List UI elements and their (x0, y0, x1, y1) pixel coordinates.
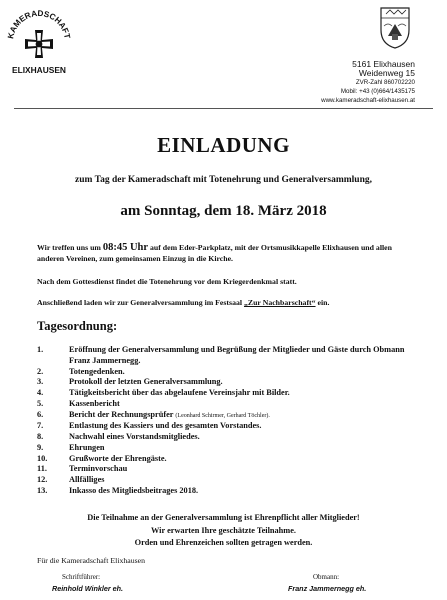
agenda-number: 10. (37, 453, 48, 463)
agenda-item (37, 454, 422, 465)
agenda-number: 7. (37, 421, 44, 431)
assembly-paragraph (37, 297, 417, 308)
agenda-number: 13. (37, 485, 48, 495)
subtitle: zum Tag der Kameradschaft mit Totenehrung und Generalversammlung, (75, 175, 372, 185)
agenda-heading: Tagesordnung: (37, 319, 118, 333)
secretary-name: Reinhold Winkler eh. (52, 584, 124, 593)
meeting-text-end: auf dem Eder-Parkplatz, mit der Ortsmusikkapelle Elixhausen und allen anderen Vereinen, zum gemeinsamen Einzug in die Kirche. (37, 243, 392, 263)
agenda-text: Terminvorschau (69, 464, 128, 474)
closing-block (0, 512, 447, 550)
agenda-item (37, 432, 422, 443)
agenda-item (37, 464, 422, 475)
assembly-text-end: ein. (315, 298, 330, 307)
agenda-text: Ehrungen (69, 442, 105, 452)
agenda-number: 4. (37, 388, 44, 397)
website: www.kameradschaft-elixhausen.at (321, 97, 415, 104)
assembly-text-start: Anschließend laden wir zur Generalversammlung im Festsaal (37, 298, 244, 307)
venue-name: „Zur Nachbarschaft“ (243, 298, 316, 307)
closing-line-1: Die Teilnahme an der Generalversammlung ist Ehrenpflicht aller Mitglieder! (87, 513, 360, 522)
agenda-number: 8. (37, 432, 44, 441)
agenda-subtext: (Leonhard Schirmer, Gerhard Töchler). (175, 412, 270, 419)
agenda-text: Grußworte der Ehrengäste. (69, 453, 167, 463)
meeting-paragraph (37, 242, 417, 264)
coat-of-arms-icon (378, 6, 412, 50)
agenda-number: 1. (37, 345, 44, 354)
agenda-item (37, 388, 422, 399)
agenda-item (37, 367, 422, 378)
chairman-name: Franz Jammernegg eh. (288, 584, 367, 593)
mobile-number: Mobil: +43 (0)664/1435175 (340, 88, 415, 95)
logo-arc-text: KAMERADSCHAFT (6, 8, 72, 40)
secretary-role: Schriftführer: (62, 573, 101, 581)
meeting-time: 08:45 Uhr (102, 242, 149, 253)
agenda-item (37, 399, 422, 410)
address-block (321, 60, 415, 105)
agenda-text: Totengedenken. (69, 366, 125, 376)
agenda-text: Tätigkeitsbericht über das abgelaufene Vereinsjahr mit Bilder. (69, 388, 290, 397)
chairman-role: Obmann: (313, 573, 340, 581)
agenda-item (37, 486, 422, 497)
agenda-list (37, 345, 422, 497)
agenda-item (37, 345, 422, 367)
memorial-paragraph: Nach dem Gottesdienst findet die Totenehrung vor dem Kriegerdenkmal statt. (37, 277, 297, 286)
event-date: am Sonntag, dem 18. März 2018 (120, 203, 327, 219)
agenda-text: Entlastung des Kassiers und des gesamten Vorstandes. (69, 421, 262, 431)
signature-intro: Für die Kameradschaft Elixhausen (37, 556, 146, 565)
agenda-number: 12. (37, 475, 48, 484)
agenda-text: Kassenbericht (69, 398, 120, 408)
kameradschaft-logo (6, 4, 72, 76)
address-street: Weidenweg 15 (358, 68, 415, 78)
agenda-item (37, 443, 422, 454)
agenda-text: Allfälliges (69, 475, 105, 484)
agenda-item (37, 410, 422, 422)
agenda-text: Eröffnung der Generalversammlung und Begrüßung der Mitglieder und Gäste durch Obmann Franz Jammernegg. (69, 345, 405, 365)
agenda-number: 9. (37, 442, 44, 452)
closing-line-3: Orden und Ehrenzeichen sollten getragen werden. (134, 538, 313, 547)
agenda-number: 3. (37, 377, 44, 387)
agenda-item (37, 377, 422, 388)
logo-bottom-text: ELIXHAUSEN (12, 65, 66, 75)
meeting-text-start: Wir treffen uns um (37, 243, 103, 252)
agenda-text: Inkasso des Mitgliedsbeitrages 2018. (69, 485, 199, 495)
agenda-number: 6. (37, 409, 44, 419)
zvr-number: ZVR-Zahl 860702220 (355, 79, 415, 86)
closing-line-2: Wir erwarten Ihre geschätzte Teilnahme. (151, 525, 296, 535)
agenda-number: 11. (37, 464, 47, 474)
page-title: EINLADUNG (157, 133, 290, 157)
agenda-text: Bericht der Rechnungsprüfer (69, 409, 174, 419)
iron-cross-icon (25, 30, 53, 58)
header-divider (14, 108, 433, 109)
agenda-text: Nachwahl eines Vorstandsmitgliedes. (69, 432, 200, 441)
address-line: 5161 Elixhausen (352, 59, 415, 69)
agenda-item (37, 421, 422, 432)
agenda-item (37, 475, 422, 486)
agenda-number: 5. (37, 398, 44, 408)
agenda-text: Protokoll der letzten Generalversammlung. (69, 377, 223, 387)
agenda-number: 2. (37, 366, 44, 376)
